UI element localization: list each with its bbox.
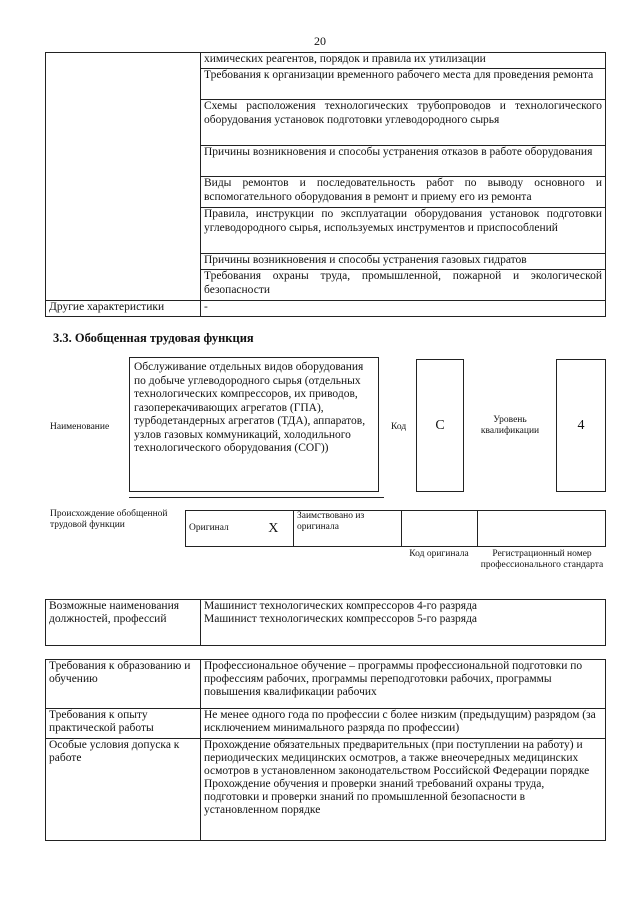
positions-label: Возможные наименования должностей, профессий <box>46 600 201 646</box>
table-row: Требования охраны труда, промышленной, пожарной и экологической безопасности <box>201 270 606 301</box>
original-label: Оригинал <box>186 511 254 547</box>
registration-caption: Регистрационный номер профессионального стандарта <box>480 549 604 570</box>
requirement-value: Прохождение обязательных предварительных (при поступлении на работу) и периодических медицинских осмотров, а также внеочередных медицинских осмотров в установленном законодательством Российской Федерации порядке <box>204 739 590 777</box>
position-item: Машинист технологических компрессоров 4-го разряда <box>204 600 478 612</box>
requirement-value: Профессиональное обучение – программы профессиональной подготовки по профессиям рабочих, программы переподготовки рабочих, программы повышения квалификации рабочих <box>201 660 606 709</box>
table-row: Схемы расположения технологических трубопроводов и технологического оборудования установок подготовки углеводородного сырья <box>201 100 606 146</box>
requirements-table <box>45 659 606 841</box>
borrowed-label: Заимствовано из оригинала <box>294 511 402 547</box>
positions-table <box>45 599 606 646</box>
other-characteristics-value: - <box>201 301 606 317</box>
table-row: Причины возникновения и способы устранения газовых гидратов <box>201 254 606 270</box>
knowledge-label-cell <box>46 53 201 301</box>
code-label: Код <box>391 422 407 432</box>
table-row: Виды ремонтов и последовательность работ по выводу основного и вспомогательного оборудования в ремонт и приему его из ремонта <box>201 177 606 208</box>
other-characteristics-label: Другие характеристики <box>46 301 201 317</box>
original-code-cell <box>402 511 478 547</box>
position-item: Машинист технологических компрессоров 5-го разряда <box>204 613 478 625</box>
code-caption: Код оригинала <box>409 549 469 559</box>
section-heading: 3.3. Обобщенная трудовая функция <box>53 331 254 345</box>
table-row: Правила, инструкции по эксплуатации оборудования установок подготовки углеводородного сырья, используемых инструментов и приспособлений <box>201 208 606 254</box>
origin-label: Происхождение обобщенной трудовой функции <box>50 509 168 530</box>
table-row: химических реагентов, порядок и правила их утилизации <box>201 53 606 69</box>
original-mark: X <box>254 511 294 547</box>
requirement-label: Требования к опыту практической работы <box>46 709 201 739</box>
name-label: Наименование <box>50 422 110 432</box>
requirement-value: Не менее одного года по профессии с более низким (предыдущим) разрядом (за исключением минимального разряда по профессии) <box>201 709 606 739</box>
table-row: Требования к организации временного рабочего места для проведения ремонта <box>201 69 606 100</box>
requirement-label: Особые условия допуска к работе <box>46 739 201 841</box>
requirement-label: Требования к образованию и обучению <box>46 660 201 709</box>
function-name-box: Обслуживание отдельных видов оборудования по добыче углеводородного сырья (отдельных технологических компрессоров, их приводов, газоперекачивающих агрегатов (ГПА), турбодетандерных агрегатов (ТДА), аппаратов, узлов газовых коммуникаций, холодильного технологического оборудования (СОГ)) <box>129 357 379 492</box>
level-label: Уровень квалификации <box>480 415 540 436</box>
divider <box>129 497 384 498</box>
origin-table <box>185 510 606 547</box>
registration-number-cell <box>478 511 606 547</box>
requirement-value: Прохождение обучения и проверки знаний требований охраны труда, подготовки и проверки знаний по промышленной безопасности в установленном порядке <box>204 778 545 816</box>
knowledge-table <box>45 52 606 317</box>
level-value-box: 4 <box>556 359 606 492</box>
page-number: 20 <box>314 34 326 48</box>
code-value-box: C <box>416 359 464 492</box>
table-row: Причины возникновения и способы устранения отказов в работе оборудования <box>201 146 606 177</box>
